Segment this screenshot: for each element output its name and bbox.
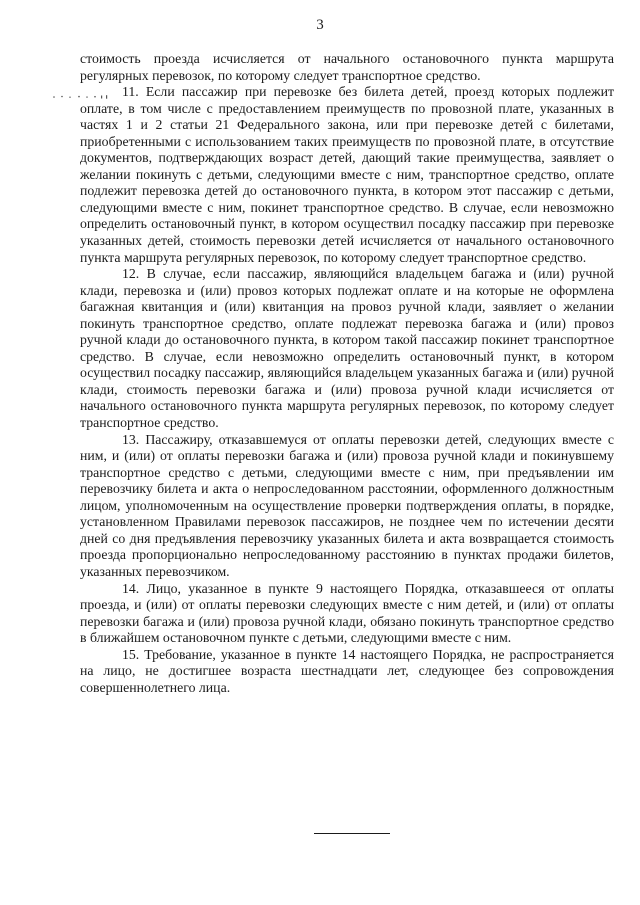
paragraph-item-11: 11. Если пассажир при перевозке без билета детей, проезд которых подлежит оплате, в том числе с предоставлением преимуществ по провозной плате, указанных в частях 1 и 2 статьи 21 Федерального закона, или при перевозке детей с билетами, приобретенными с использованием таких преимуществ по провозной плате, в отсутствие документов, подтверждающих возраст детей, дающий такие преимущества, заявляет о желании покинуть с детьми, следующими вместе с ним, транспортное средство, оплате подлежит перевозка детей до остановочного пункта, в котором этот пассажир с детьми, следующими вместе с ним, покинет транспортное средство. В случае, если невозможно определить остановочный пункт, в котором осуществил посадку пассажир при перевозке указанных детей, стоимость перевозки детей исчисляется от начального остановочного пункта маршрута регулярных перевозок, по которому следует транспортное средство. — [80, 84, 614, 265]
paragraph-item-15: 15. Требование, указанное в пункте 14 настоящего Порядка, не распространяется на лицо, не достигшее возраста шестнадцати лет, следующее без сопровождения совершеннолетнего лица. — [80, 646, 614, 695]
paragraph-item-12: 12. В случае, если пассажир, являющийся владельцем багажа и (или) ручной клади, перевозка и (или) провоз которых подлежат оплате и на которые не оформлена багажная квитанция и (или) квитанция на провоз ручной клади, заявляет о желании покинуть транспортное средство, оплате подлежат перевозка багажа и (или) провоз ручной клади до остановочного пункта, в котором такой пассажир покинет транспортное средство. В случае, если невозможно определить остановочный пункт, в котором осуществил посадку пассажир, являющийся владельцем указанных багажа и (или) ручной клади, стоимость перевозки багажа и (или) провоза ручной клади исчисляется от начального остановочного пункта маршрута регулярных перевозок, по которому следует транспортное средство. — [80, 266, 614, 431]
page-number: 3 — [316, 17, 324, 33]
paragraph-item-14: 14. Лицо, указанное в пункте 9 настоящего Порядка, отказавшееся от оплаты проезда, и (или) от оплаты перевозки следующих вместе с ним детей, и (или) от оплаты перевозки багажа и (или) провоза ручной клади, обязано покинуть транспортное средство в ближайшем остановочном пункте с детьми, следующими вместе с ним. — [80, 580, 614, 646]
paragraph-continuation: стоимость проезда исчисляется от начального остановочного пункта маршрута регулярных перевозок, по которому следует транспортное средство. — [80, 51, 614, 83]
document-body — [80, 51, 614, 696]
paragraph-item-13: 13. Пассажиру, отказавшемуся от оплаты перевозки детей, следующих вместе с ним, и (или) от оплаты перевозки багажа и (или) провоза ручной клади и покинувшему транспортное средство с детьми, следующими вместе с ним, при предъявлении им перевозчику билета и акта о непроследованном расстоянии, оформленного должностным лицом, уполномоченным на осуществление проверки подтверждения оплаты, в порядке, установленном Правилами перевозок пассажиров, не позднее чем по истечении десяти дней со дня предъявления перевозчику указанных билета и акта возвращается стоимость проезда пропорционально непроследованному расстоянию в пунктах продажи билетов, указанных перевозчиком. — [80, 431, 614, 579]
end-of-document-rule — [314, 833, 390, 834]
